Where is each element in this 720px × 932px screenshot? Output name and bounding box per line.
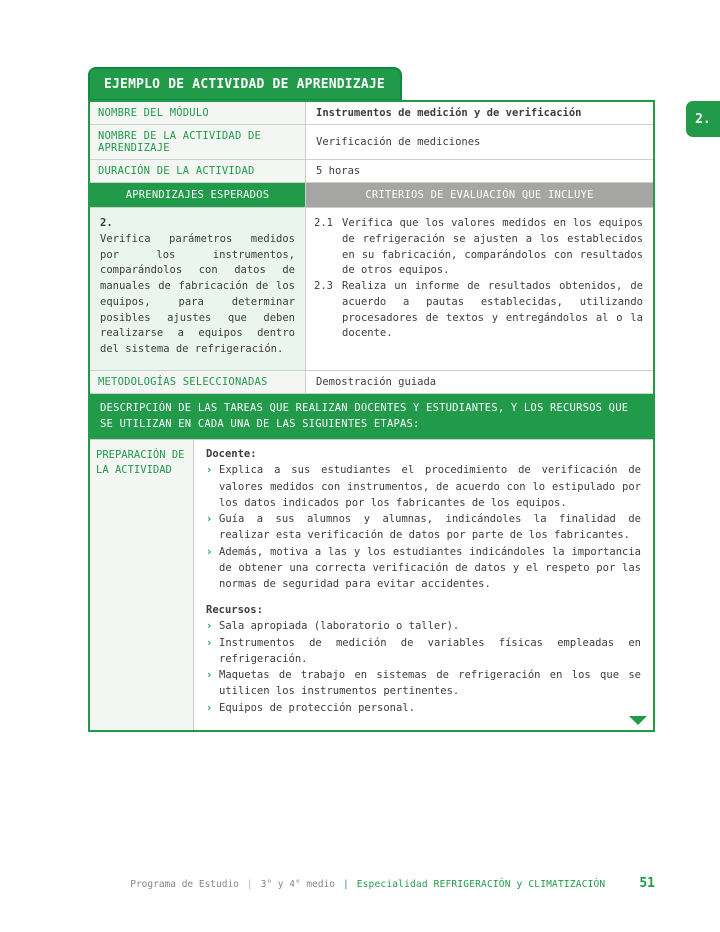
chapter-tab [686, 101, 720, 137]
description-banner-row [90, 394, 653, 441]
list-item-text: Maquetas de trabajo en sistemas de refrigeración en los que se utilicen los instrumentos pertinentes. [219, 669, 641, 698]
methodologies-row [90, 371, 653, 394]
table-row [90, 125, 653, 160]
bullet-icon: › [206, 669, 213, 682]
criterion-item [314, 279, 643, 342]
column-header-row [90, 183, 653, 208]
criterion-text: Verifica que los valores medidos en los equipos de refrigeración se ajusten a los establecidos en su fabricación, comparándolos con resultados de otros equipos. [342, 217, 643, 277]
module-name-value: Instrumentos de medición y de verificación [306, 102, 653, 124]
teacher-heading: Docente: [206, 448, 257, 461]
list-item [206, 667, 641, 700]
preparation-row [90, 440, 653, 730]
footer-program-text: Programa de Estudio [130, 879, 239, 890]
activity-table [88, 100, 655, 732]
evaluation-criteria-header: CRITERIOS DE EVALUACIÓN QUE INCLUYE [306, 183, 653, 207]
bullet-icon: › [206, 620, 213, 633]
learning-text: Verifica parámetros medidos por los instrumentos, comparándolos con datos de manuales de fabricación de los equipos, para determinar posibles ajustes que deben realizarse a equipos dentro del sistema de refrigeración. [100, 232, 295, 355]
table-row [90, 102, 653, 125]
list-item-text: Explica a sus estudiantes el procedimiento de verificación de valores medidos con instrumentos, de acuerdo con lo estipulado por los datos indicados por los fabricantes de los equipos. [219, 464, 641, 509]
footer-specialty-text: Especialidad REFRIGERACIÓN y CLIMATIZACIÓN [356, 879, 606, 890]
learning-criteria-row [90, 208, 653, 371]
resources-group [206, 604, 641, 716]
list-item [206, 511, 641, 544]
list-item-text: Sala apropiada (laboratorio o taller). [219, 620, 460, 633]
learning-number: 2. [100, 217, 113, 229]
activity-title-text: EJEMPLO DE ACTIVIDAD DE APRENDIZAJE [104, 76, 385, 92]
page-footer [0, 876, 655, 891]
duration-label: DURACIÓN DE LA ACTIVIDAD [90, 160, 306, 182]
list-item [206, 635, 641, 668]
chapter-tab-label: 2. [695, 111, 711, 127]
expected-learning-cell [90, 208, 306, 370]
criterion-number: 2.1 [314, 217, 333, 229]
continuation-arrow-icon [629, 716, 647, 725]
list-item [206, 462, 641, 511]
footer-grade-text: 3° y 4° medio [260, 879, 335, 890]
list-item-text: Equipos de protección personal. [219, 701, 415, 714]
activity-title-banner [88, 67, 402, 101]
criterion-item [314, 216, 643, 279]
resources-heading: Recursos: [206, 604, 263, 617]
preparation-content-cell [194, 440, 653, 730]
list-item [206, 544, 641, 593]
tasks-description-banner: DESCRIPCIÓN DE LAS TAREAS QUE REALIZAN DOCENTES Y ESTUDIANTES, Y LOS RECURSOS QUE SE UTILIZAN EN CADA UNA DE LAS SIGUIENTES ETAPAS: [90, 394, 653, 440]
bullet-icon: › [206, 636, 213, 649]
page-number: 51 [639, 876, 655, 891]
preparation-stage-label: PREPARACIÓN DE LA ACTIVIDAD [90, 440, 194, 730]
bullet-icon: › [206, 701, 213, 714]
footer-separator: | [342, 879, 349, 890]
activity-name-value: Verificación de mediciones [306, 125, 653, 159]
activity-name-label: NOMBRE DE LA ACTIVIDAD DE APRENDIZAJE [90, 125, 306, 159]
evaluation-criteria-cell [306, 208, 653, 370]
bullet-icon: › [206, 513, 213, 526]
expected-learning-header: APRENDIZAJES ESPERADOS [90, 183, 306, 207]
list-item-text: Guía a sus alumnos y alumnas, indicándoles la finalidad de realizar esta verificación de datos por parte de los fabricantes. [219, 513, 641, 542]
table-row [90, 160, 653, 183]
module-name-label: NOMBRE DEL MÓDULO [90, 102, 306, 124]
bullet-icon: › [206, 545, 213, 558]
list-item [206, 700, 641, 716]
bullet-icon: › [206, 464, 213, 477]
criterion-text: Realiza un informe de resultados obtenidos, de acuerdo a pautas establecidas, utilizando procesadores de textos y entregándolos al o la docente. [342, 280, 643, 340]
footer-separator: | [246, 879, 253, 890]
list-item-text: Además, motiva a las y los estudiantes indicándoles la importancia de obtener una correcta verificación de datos y el respeto por las normas de seguridad para evitar accidentes. [219, 545, 641, 591]
methodologies-label: METODOLOGÍAS SELECCIONADAS [90, 371, 306, 393]
list-item [206, 618, 641, 634]
teacher-tasks-group [206, 448, 641, 592]
list-item-text: Instrumentos de medición de variables físicas empleadas en refrigeración. [219, 636, 641, 665]
criterion-number: 2.3 [314, 280, 333, 292]
methodologies-value: Demostración guiada [306, 371, 653, 393]
duration-value: 5 horas [306, 160, 653, 182]
